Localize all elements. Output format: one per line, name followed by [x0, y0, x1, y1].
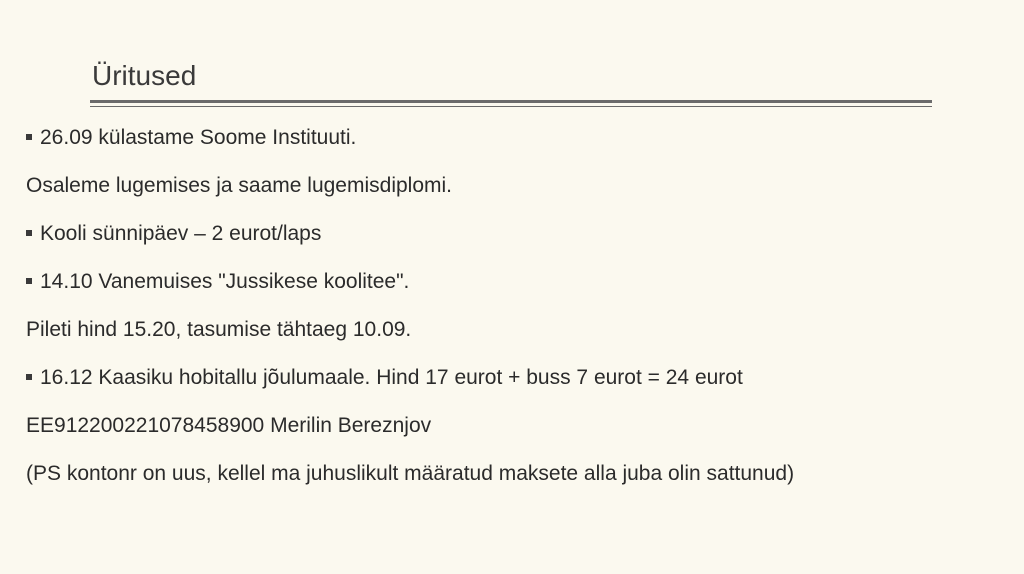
slide-body — [26, 118, 1016, 502]
line-text: 14.10 Vanemuises "Jussikese koolitee". — [40, 270, 410, 293]
text-line-2 — [26, 166, 1016, 214]
line-text: Osaleme lugemises ja saame lugemisdiplomi. — [26, 174, 453, 197]
square-bullet-icon — [26, 374, 32, 380]
text-line-5 — [26, 310, 1016, 358]
line-text: EE912200221078458900 Merilin Bereznjov — [26, 414, 432, 437]
text-line-8 — [26, 454, 1016, 502]
bullet-line-6 — [26, 358, 1016, 406]
square-bullet-icon — [26, 134, 32, 140]
text-line-7 — [26, 406, 1016, 454]
bullet-line-4 — [26, 262, 1016, 310]
bullet-line-3 — [26, 214, 1016, 262]
line-text: Pileti hind 15.20, tasumise tähtaeg 10.09. — [26, 318, 412, 341]
title-divider-thin — [90, 106, 932, 107]
bullet-line-1 — [26, 118, 1016, 166]
line-text: Kooli sünnipäev – 2 eurot/laps — [40, 222, 322, 245]
line-text: 26.09 külastame Soome Instituuti. — [40, 126, 357, 149]
square-bullet-icon — [26, 230, 32, 236]
line-text: (PS kontonr on uus, kellel ma juhuslikult määratud maksete alla juba olin sattunud) — [26, 462, 795, 485]
slide-title: Üritused — [92, 60, 197, 91]
square-bullet-icon — [26, 278, 32, 284]
line-text: 16.12 Kaasiku hobitallu jõulumaale. Hind 17 eurot + buss 7 eurot = 24 eurot — [40, 366, 743, 389]
title-divider-thick — [90, 100, 932, 103]
